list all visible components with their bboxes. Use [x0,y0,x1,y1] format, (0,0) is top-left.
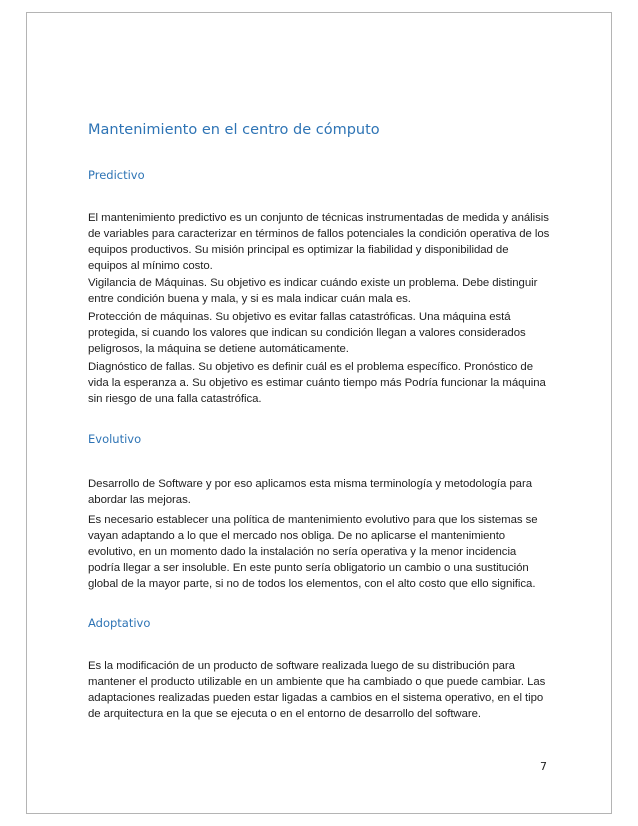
section-heading-evolutivo: Evolutivo [88,432,142,446]
paragraph: Es la modificación de un producto de software realizada luego de su distribución para mantener el producto utilizable en un ambiente que ha cambiado o que puede cambiar. Las adaptaciones realizadas pueden estar ligadas a cambios en el sistema operativo, en el tipo de arquitectura en la que se ejecuta o en el entorno de desarrollo del software. [88,660,546,720]
paragraph: Protección de máquinas. Su objetivo es evitar fallas catastróficas. Una máquina está protegida, si cuando los valores que indican su condición llegan a valores considerados peligrosos, la máquina se detiene automáticamente. [88,311,526,355]
section-heading-adoptativo: Adoptativo [88,616,151,630]
paragraph: Desarrollo de Software y por eso aplicamos esta misma terminología y metodología para abordar las mejoras. [88,478,532,506]
paragraph: El mantenimiento predictivo es un conjunto de técnicas instrumentadas de medida y análisis de variables para caracterizar en términos de fallos potenciales la condición operativa de los equipos productivos. Su misión principal es optimizar la fiabilidad y disponibilidad de equipos al mínimo costo. [88,212,550,272]
paragraph: Diagnóstico de fallas. Su objetivo es definir cuál es el problema específico. Pronóstico de vida la esperanza a. Su objetivo es estimar cuánto tiempo más Podría funcionar la máquina sin riesgo de una falla catastrófica. [88,361,546,405]
paragraph: Es necesario establecer una política de mantenimiento evolutivo para que los sistemas se vayan adaptando a lo que el mercado nos obliga. De no aplicarse el mantenimiento evolutivo, en un momento dado la instalación no sería operativa y la menor incidencia podría llegar a ser insoluble. En este punto sería obligatorio un cambio o una sustitución global de la mayor parte, si no de todos los elementos, con el alto costo que ello significa. [88,514,538,590]
document-title: Mantenimiento en el centro de cómputo [88,122,380,138]
paragraph: Vigilancia de Máquinas. Su objetivo es indicar cuándo existe un problema. Debe distinguir entre condición buena y mala, y si es mala indicar cuán mala es. [88,277,538,305]
section-heading-predictivo: Predictivo [88,168,145,182]
page-number: 7 [540,760,547,773]
